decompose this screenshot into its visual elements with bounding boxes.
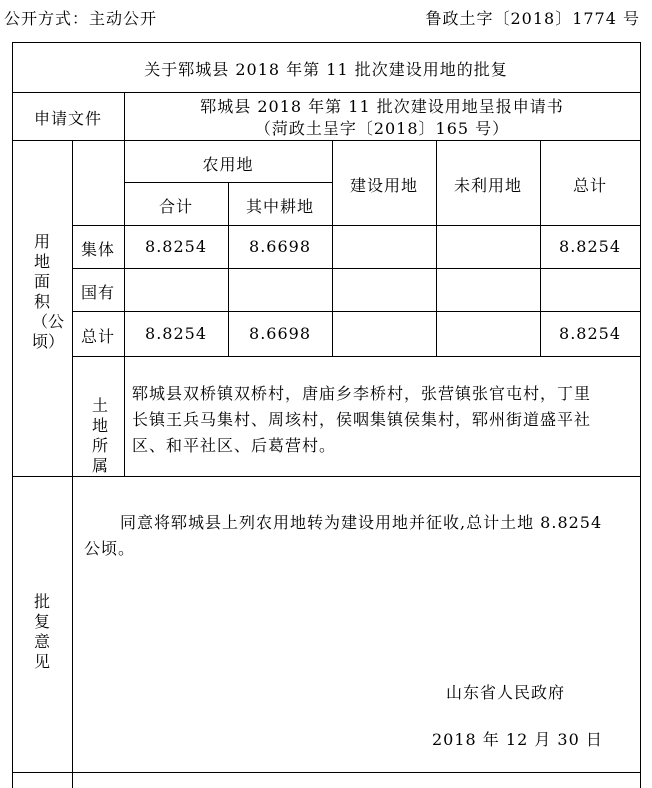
cell-total-subtotal: 8.8254 bbox=[145, 324, 207, 343]
land-location-line: 区、和平社区、后葛营村。 bbox=[132, 436, 337, 455]
header-subtotal: 合计 bbox=[158, 197, 194, 216]
header-unused: 未利用地 bbox=[453, 176, 523, 195]
table-line bbox=[436, 140, 437, 356]
cell-total-arable: 8.6698 bbox=[249, 324, 311, 343]
cell-collective-subtotal: 8.8254 bbox=[145, 237, 207, 256]
header-total: 总计 bbox=[572, 176, 608, 195]
table-line bbox=[12, 140, 640, 141]
cell-total-total: 8.8254 bbox=[559, 324, 621, 343]
table-line bbox=[12, 476, 640, 477]
approval-date: 2018 年 12 月 30 日 bbox=[432, 730, 603, 749]
header-construction: 建设用地 bbox=[349, 176, 419, 195]
cell-collective-total: 8.8254 bbox=[559, 237, 621, 256]
table-line bbox=[540, 140, 541, 356]
header-disclosure: 公开方式：主动公开 bbox=[4, 9, 158, 28]
table-border-right bbox=[640, 42, 641, 788]
land-area-label: 用地面积（公顷） bbox=[32, 232, 65, 351]
land-location-line: 长镇王兵马集村、周垓村，侯咽集镇侯集村，郓州街道盛平社 bbox=[132, 410, 592, 429]
approval-text-line2: 公顷。 bbox=[84, 539, 136, 558]
row-label-total: 总计 bbox=[80, 327, 116, 346]
table-line bbox=[72, 311, 640, 312]
table-line bbox=[72, 356, 640, 357]
table-border-left bbox=[12, 42, 13, 788]
approving-authority: 山东省人民政府 bbox=[446, 683, 566, 702]
table-line bbox=[124, 92, 125, 140]
row-label-state: 国有 bbox=[80, 283, 116, 302]
table-line bbox=[332, 140, 333, 356]
row-label-collective: 集体 bbox=[80, 240, 116, 259]
table-line bbox=[72, 140, 73, 476]
table-line bbox=[72, 225, 640, 226]
header-arable: 其中耕地 bbox=[245, 197, 315, 216]
application-document-number: （菏政土呈字〔2018〕165 号） bbox=[254, 119, 510, 138]
table-line bbox=[12, 92, 640, 93]
cell-collective-arable: 8.6698 bbox=[249, 237, 311, 256]
table-line bbox=[72, 476, 73, 788]
land-location-label: 土地所属 bbox=[91, 396, 108, 475]
land-location-line: 郓城县双桥镇双桥村，唐庙乡李桥村，张营镇张官屯村，丁里 bbox=[132, 384, 592, 403]
application-label: 申请文件 bbox=[33, 109, 103, 128]
header-farmland: 农用地 bbox=[202, 155, 254, 174]
approval-text-line1: 同意将郓城县上列农用地转为建设用地并征收,总计土地 8.8254 bbox=[120, 513, 603, 532]
table-border-top bbox=[12, 42, 640, 43]
table-line bbox=[72, 268, 640, 269]
application-document-title: 郓城县 2018 年第 11 批次建设用地呈报申请书 bbox=[200, 97, 564, 116]
document-title: 关于郓城县 2018 年第 11 批次建设用地的批复 bbox=[144, 60, 508, 79]
header-doc-number: 鲁政土字〔2018〕1774 号 bbox=[425, 9, 640, 28]
table-border-bottom bbox=[12, 772, 640, 773]
approval-label: 批复意见 bbox=[33, 592, 50, 671]
table-line bbox=[124, 140, 125, 476]
table-line bbox=[228, 182, 229, 356]
